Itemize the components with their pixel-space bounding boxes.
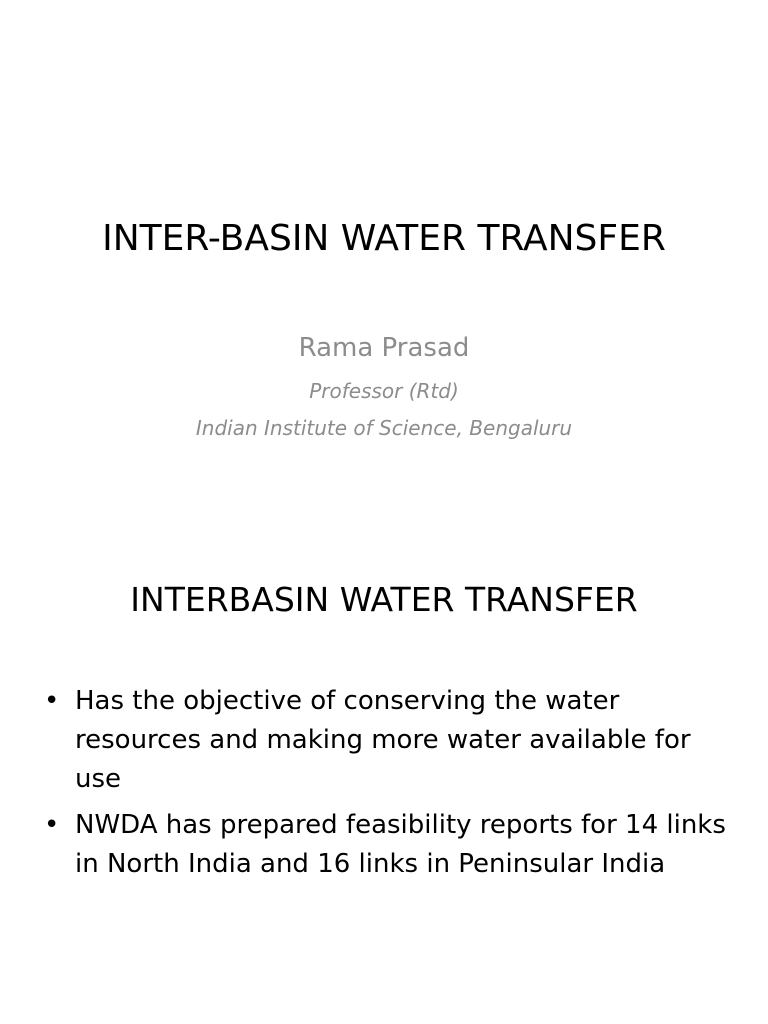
slide-title: INTERBASIN WATER TRANSFER (130, 580, 638, 619)
author-affiliation: Indian Institute of Science, Bengaluru (195, 416, 573, 440)
presentation-title: INTER-BASIN WATER TRANSFER (102, 218, 666, 259)
bullet-text: NWDA has prepared feasibility reports for 14 links in North India and 16 links in Peninsular India (75, 810, 726, 879)
bullet-icon: • (44, 686, 60, 716)
bullet-text: Has the objective of conserving the water resources and making more water available for use (75, 686, 691, 794)
content-slide (0, 512, 768, 1024)
bullet-list (44, 682, 734, 891)
list-item (44, 806, 734, 884)
author-name: Rama Prasad (298, 333, 470, 363)
author-role: Professor (Rtd) (309, 379, 459, 403)
list-item (44, 682, 734, 799)
bullet-icon: • (44, 810, 60, 840)
